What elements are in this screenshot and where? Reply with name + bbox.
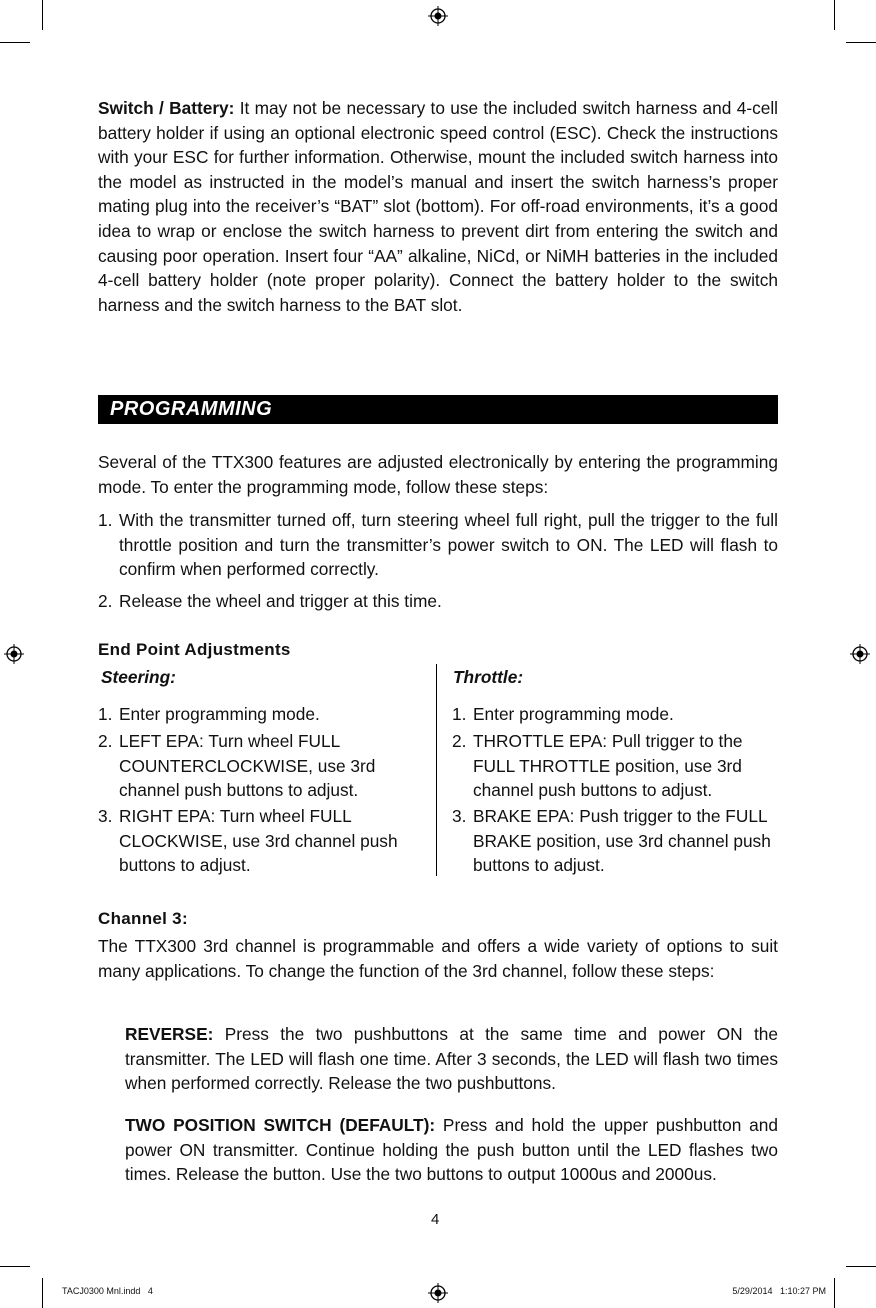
step-number: 1. <box>98 510 113 530</box>
two-position-paragraph <box>125 1113 778 1187</box>
crop-mark <box>834 0 835 30</box>
throttle-item <box>452 702 782 727</box>
programming-step <box>98 508 778 582</box>
steering-item <box>98 702 418 727</box>
item-text: BRAKE EPA: Push trigger to the FULL BRAKE position, use 3rd channel push buttons to adjust. <box>473 806 771 876</box>
two-position-text: Press and hold the upper pushbutton and power ON transmitter. Continue holding the push button until the LED flashes two times. Release the button. Use the two buttons to output 1000us and 2000us. <box>125 1115 778 1185</box>
item-number: 1. <box>98 704 113 724</box>
channel3-intro: The TTX300 3rd channel is programmable and offers a wide variety of options to suit many applications. To change the function of the 3rd channel, follow these steps: <box>98 936 778 981</box>
registration-mark-icon <box>428 6 448 26</box>
switch-battery-paragraph <box>98 96 778 317</box>
steering-title: Steering: <box>101 667 176 687</box>
throttle-item <box>452 804 772 878</box>
item-text: Enter programming mode. <box>473 704 674 724</box>
throttle-item <box>452 729 782 803</box>
step-text: Release the wheel and trigger at this time. <box>119 591 442 611</box>
crop-mark <box>0 1266 30 1267</box>
item-number: 3. <box>452 806 467 826</box>
programming-heading: PROGRAMMING <box>98 395 778 424</box>
slug-date: 5/29/2014 1:10:27 PM <box>732 1286 826 1296</box>
item-text: LEFT EPA: Turn wheel FULL COUNTERCLOCKWISE, use 3rd channel push buttons to adjust. <box>119 731 376 801</box>
column-divider <box>436 664 437 876</box>
item-number: 1. <box>452 704 467 724</box>
reverse-paragraph <box>125 1022 778 1096</box>
crop-mark <box>0 42 30 43</box>
item-number: 2. <box>98 731 113 751</box>
crop-mark <box>846 42 876 43</box>
registration-mark-icon <box>428 1283 448 1303</box>
two-position-label: TWO POSITION SWITCH (DEFAULT): <box>125 1115 436 1135</box>
registration-mark-icon <box>850 644 870 664</box>
channel3-heading: Channel 3: <box>98 909 188 928</box>
throttle-title: Throttle: <box>453 667 524 687</box>
registration-mark-icon <box>4 644 24 664</box>
crop-mark <box>42 1278 43 1308</box>
crop-mark <box>846 1266 876 1267</box>
item-text: THROTTLE EPA: Pull trigger to the FULL THROTTLE position, use 3rd channel push buttons to adjust. <box>473 731 743 801</box>
epa-heading: End Point Adjustments <box>98 640 291 659</box>
item-number: 2. <box>452 731 467 751</box>
switch-battery-label: Switch / Battery: <box>98 98 235 118</box>
item-number: 3. <box>98 806 113 826</box>
steering-item <box>98 729 418 803</box>
programming-intro: Several of the TTX300 features are adjusted electronically by entering the programming mode. To enter the programming mode, follow these steps: <box>98 452 778 497</box>
steering-item <box>98 804 418 878</box>
item-text: RIGHT EPA: Turn wheel FULL CLOCKWISE, use 3rd channel push buttons to adjust. <box>119 806 398 876</box>
item-text: Enter programming mode. <box>119 704 320 724</box>
step-number: 2. <box>98 591 113 611</box>
crop-mark <box>834 1278 835 1308</box>
step-text: With the transmitter turned off, turn steering wheel full right, pull the trigger to the full throttle position and turn the transmitter’s power switch to ON. The LED will flash to confirm when performed correctly. <box>119 510 778 580</box>
page-number: 4 <box>431 1211 440 1228</box>
programming-step <box>98 589 778 614</box>
reverse-label: REVERSE: <box>125 1024 214 1044</box>
reverse-text: Press the two pushbuttons at the same time and power ON the transmitter. The LED will flash one time. After 3 seconds, the LED will flash two times when performed correctly. Release the two pushbuttons. <box>125 1024 778 1094</box>
crop-mark <box>42 0 43 30</box>
switch-battery-text: It may not be necessary to use the included switch harness and 4-cell battery holder if using an optional electronic speed control (ESC). Check the instructions with your ESC for further information. Otherwise, mount the included switch harness into the model as instructed in the model’s manual and insert the switch harness’s proper mating plug into the receiver’s “BAT” slot (bottom). For off-road environments, it’s a good idea to wrap or enclose the switch harness to prevent dirt from entering the switch and causing poor operation. Insert four “AA” alkaline, NiCd, or NiMH batteries in the included 4-cell battery holder (note proper polarity). Connect the battery holder to the switch harness and the switch harness to the BAT slot. <box>98 98 778 315</box>
slug-file: TACJ0300 Mnl.indd 4 <box>62 1286 153 1296</box>
